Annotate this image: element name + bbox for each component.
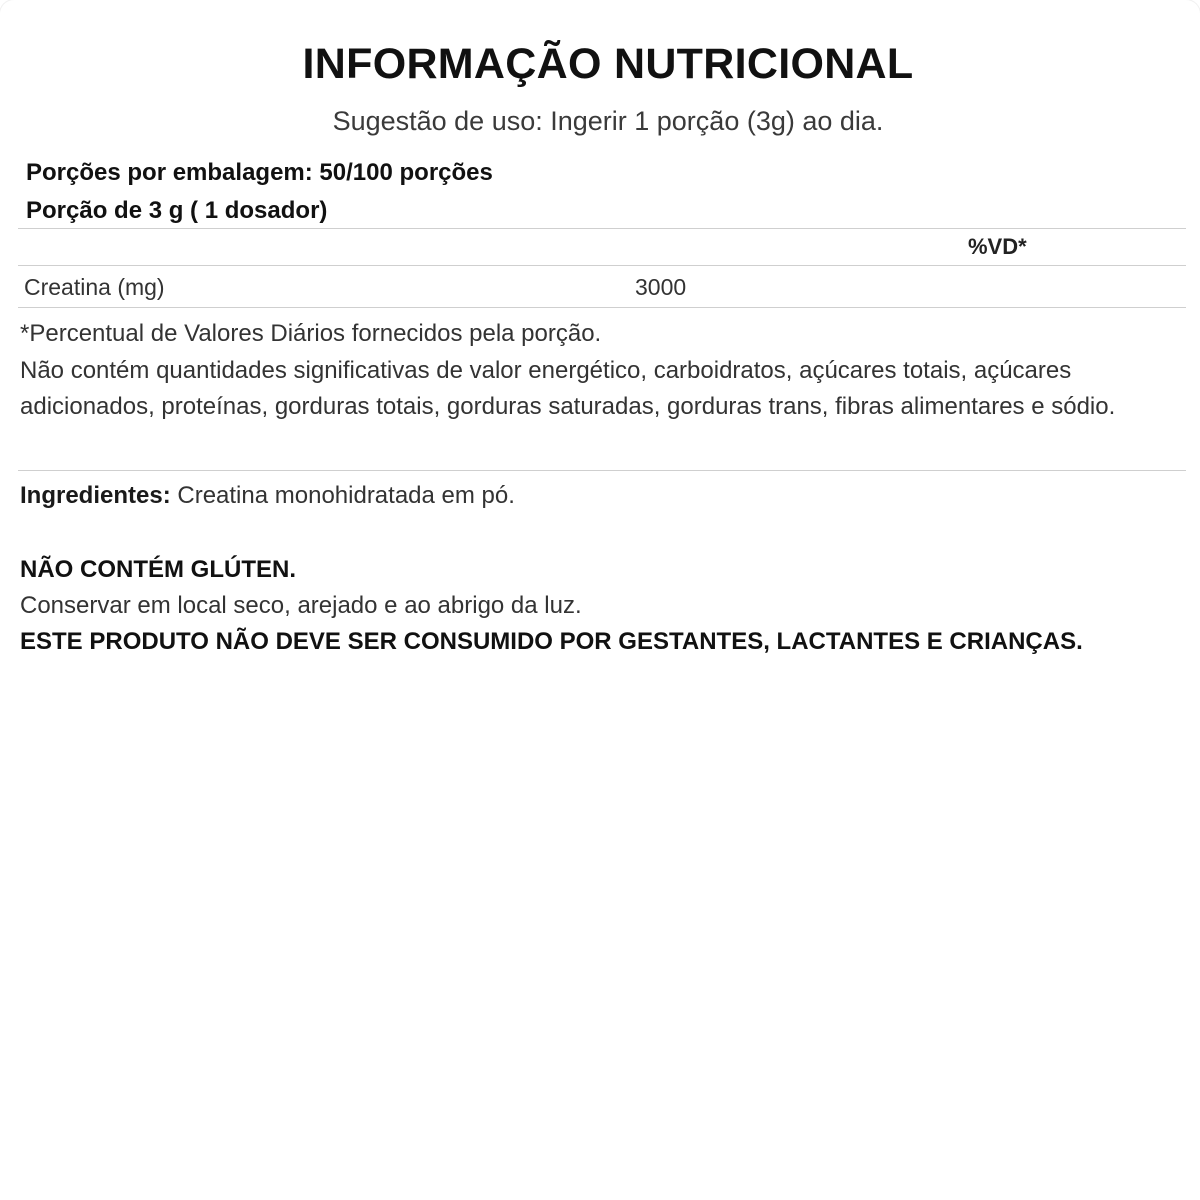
vd-footnote: *Percentual de Valores Diários fornecidos pela porção. bbox=[20, 320, 602, 347]
gluten-statement: NÃO CONTÉM GLÚTEN. bbox=[20, 556, 296, 583]
serving-info bbox=[26, 154, 493, 230]
footnotes bbox=[20, 316, 1180, 426]
nonsignificant-footnote: Não contém quantidades significativas de valor energético, carboidratos, açúcares totais, açúcares adicionados, proteínas, gorduras totais, gorduras saturadas, gorduras trans, fibras alimentares e sódio. bbox=[20, 356, 1116, 420]
vd-column-header: %VD* bbox=[968, 234, 1027, 259]
storage-instructions: Conservar em local seco, arejado e ao abrigo da luz. bbox=[20, 592, 582, 619]
warning-statement: ESTE PRODUTO NÃO DEVE SER CONSUMIDO POR GESTANTES, LACTANTES E CRIANÇAS. bbox=[20, 628, 1083, 655]
ingredients-text: Creatina monohidratada em pó. bbox=[170, 482, 515, 509]
nutrient-amount: 3000 bbox=[635, 274, 687, 300]
label-title: INFORMAÇÃO NUTRICIONAL bbox=[302, 40, 914, 88]
serving-size: Porção de 3 g ( 1 dosador) bbox=[26, 197, 328, 224]
table-bottom-divider bbox=[18, 307, 1186, 308]
servings-per-package: Porções por embalagem: 50/100 porções bbox=[26, 159, 493, 186]
table-header-divider bbox=[18, 265, 1186, 266]
ingredients-label: Ingredientes: bbox=[20, 482, 171, 509]
nutrient-name: Creatina (mg) bbox=[24, 274, 165, 300]
table-top-divider bbox=[18, 228, 1186, 229]
footnote-divider bbox=[18, 470, 1186, 471]
ingredients bbox=[20, 482, 515, 510]
usage-suggestion: Sugestão de uso: Ingerir 1 porção (3g) ao dia. bbox=[332, 106, 884, 136]
